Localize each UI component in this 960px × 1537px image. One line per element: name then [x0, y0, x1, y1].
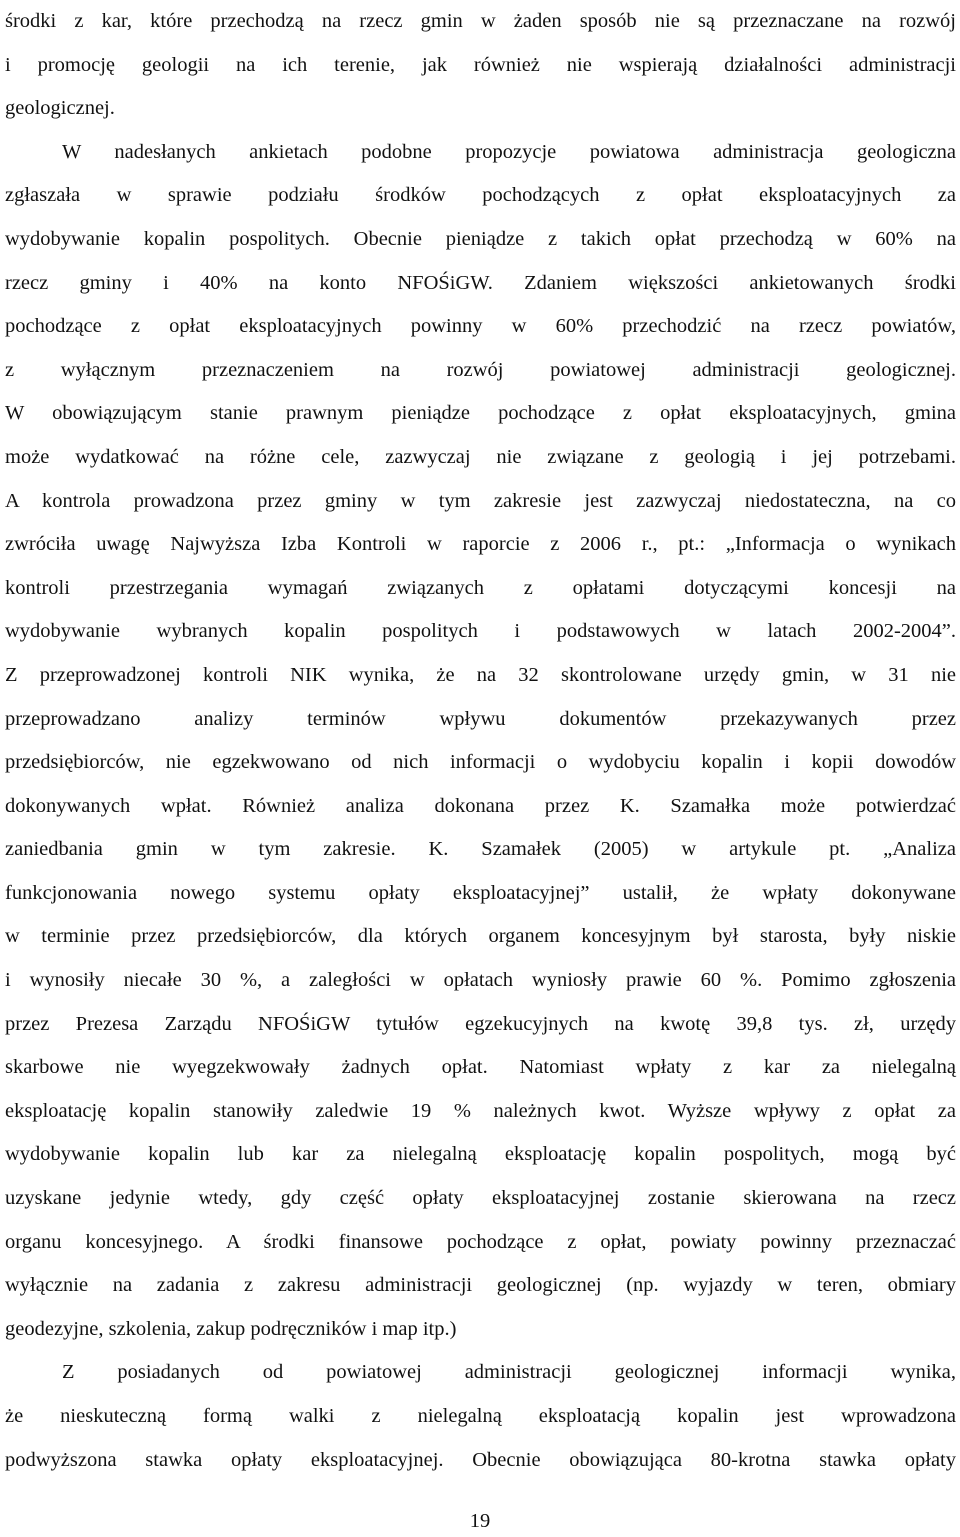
text-line: uzyskane jedynie wtedy, gdy część opłaty eksploatacyjnej zostanie skierowana na rzecz	[5, 1187, 956, 1210]
text-line: zaniedbania gmin w tym zakresie. K. Szamałek (2005) w artykule pt. „Analiza	[5, 838, 956, 861]
text-line: z wyłącznym przeznaczeniem na rozwój powiatowej administracji geologicznej.	[5, 358, 956, 381]
paragraph-1	[5, 0, 956, 131]
text-line: pochodzące z opłat eksploatacyjnych powinny w 60% przechodzić na rzecz powiatów,	[5, 315, 956, 338]
text-line: i promocję geologii na ich terenie, jak również nie wspierają działalności administracji	[5, 53, 956, 76]
text-line: wyłącznie na zadania z zakresu administracji geologicznej (np. wyjazdy w teren, obmiary	[5, 1274, 956, 1297]
text-line: wydobywanie kopalin lub kar za nielegalną eksploatację kopalin pospolitych, mogą być	[5, 1143, 956, 1166]
body-text	[5, 0, 956, 1482]
text-line: Z posiadanych od powiatowej administracji geologicznej informacji wynika,	[62, 1361, 956, 1384]
text-line: zwróciła uwagę Najwyższa Izba Kontroli w raporcie z 2006 r., pt.: „Informacja o wynikach	[5, 533, 956, 556]
text-line: może wydatkować na różne cele, zazwyczaj nie związane z geologią i jej potrzebami.	[5, 445, 956, 468]
text-line: geologicznej.	[5, 97, 115, 120]
text-line: przeprowadzano analizy terminów wpływu dokumentów przekazywanych przez	[5, 707, 956, 730]
text-line: przez Prezesa Zarządu NFOŚiGW tytułów egzekucyjnych na kwotę 39,8 tys. zł, urzędy	[5, 1012, 956, 1035]
paragraph-3	[5, 1351, 956, 1482]
text-line: Z przeprowadzonej kontroli NIK wynika, że na 32 skontrolowane urzędy gmin, w 31 nie	[5, 663, 956, 686]
text-line: zgłaszała w sprawie podziału środków pochodzących z opłat eksploatacyjnych za	[5, 184, 956, 207]
text-line: organu koncesyjnego. A środki finansowe pochodzące z opłat, powiaty powinny przeznaczać	[5, 1230, 956, 1253]
text-line: funkcjonowania nowego systemu opłaty eksploatacyjnej” ustalił, że wpłaty dokonywane	[5, 881, 956, 904]
text-line: w terminie przez przedsiębiorców, dla których organem koncesyjnym był starosta, były niskie	[5, 925, 956, 948]
text-line: rzecz gminy i 40% na konto NFOŚiGW. Zdaniem większości ankietowanych środki	[5, 271, 956, 294]
page-number: 19	[469, 1510, 491, 1532]
text-line: eksploatację kopalin stanowiły zaledwie 19 % należnych kwot. Wyższe wpływy z opłat za	[5, 1099, 956, 1122]
text-line: że nieskuteczną formą walki z nielegalną eksploatacją kopalin jest wprowadzona	[5, 1405, 956, 1427]
text-line: A kontrola prowadzona przez gminy w tym zakresie jest zazwyczaj niedostateczna, na co	[5, 489, 956, 512]
text-line: wydobywanie wybranych kopalin pospolitych i podstawowych w latach 2002-2004”.	[5, 620, 956, 643]
text-line: wydobywanie kopalin pospolitych. Obecnie pieniądze z takich opłat przechodzą w 60% na	[5, 227, 956, 250]
text-line: podwyższona stawka opłaty eksploatacyjnej. Obecnie obowiązująca 80-krotna stawka opłaty	[5, 1448, 956, 1471]
text-line: geodezyjne, szkolenia, zakup podręczników i map itp.)	[5, 1317, 457, 1340]
text-line: kontroli przestrzegania wymagań związanych z opłatami dotyczącymi koncesji na	[5, 576, 956, 599]
text-line: W nadesłanych ankietach podobne propozycje powiatowa administracja geologiczna	[62, 140, 956, 163]
paragraph-2	[5, 131, 956, 1352]
text-line: skarbowe nie wyegzekwowały żadnych opłat. Natomiast wpłaty z kar za nielegalną	[5, 1056, 956, 1079]
text-line: środki z kar, które przechodzą na rzecz gmin w żaden sposób nie są przeznaczane na rozwój	[5, 10, 956, 32]
text-line: przedsiębiorców, nie egzekwowano od nich informacji o wydobyciu kopalin i kopii dowodów	[5, 751, 956, 774]
text-line: dokonywanych wpłat. Również analiza dokonana przez K. Szamałka może potwierdzać	[5, 794, 956, 817]
text-line: W obowiązującym stanie prawnym pieniądze pochodzące z opłat eksploatacyjnych, gmina	[5, 402, 956, 425]
text-line: i wynosiły niecałe 30 %, a zaległości w opłatach wyniosły prawie 60 %. Pomimo zgłoszenia	[5, 969, 956, 992]
